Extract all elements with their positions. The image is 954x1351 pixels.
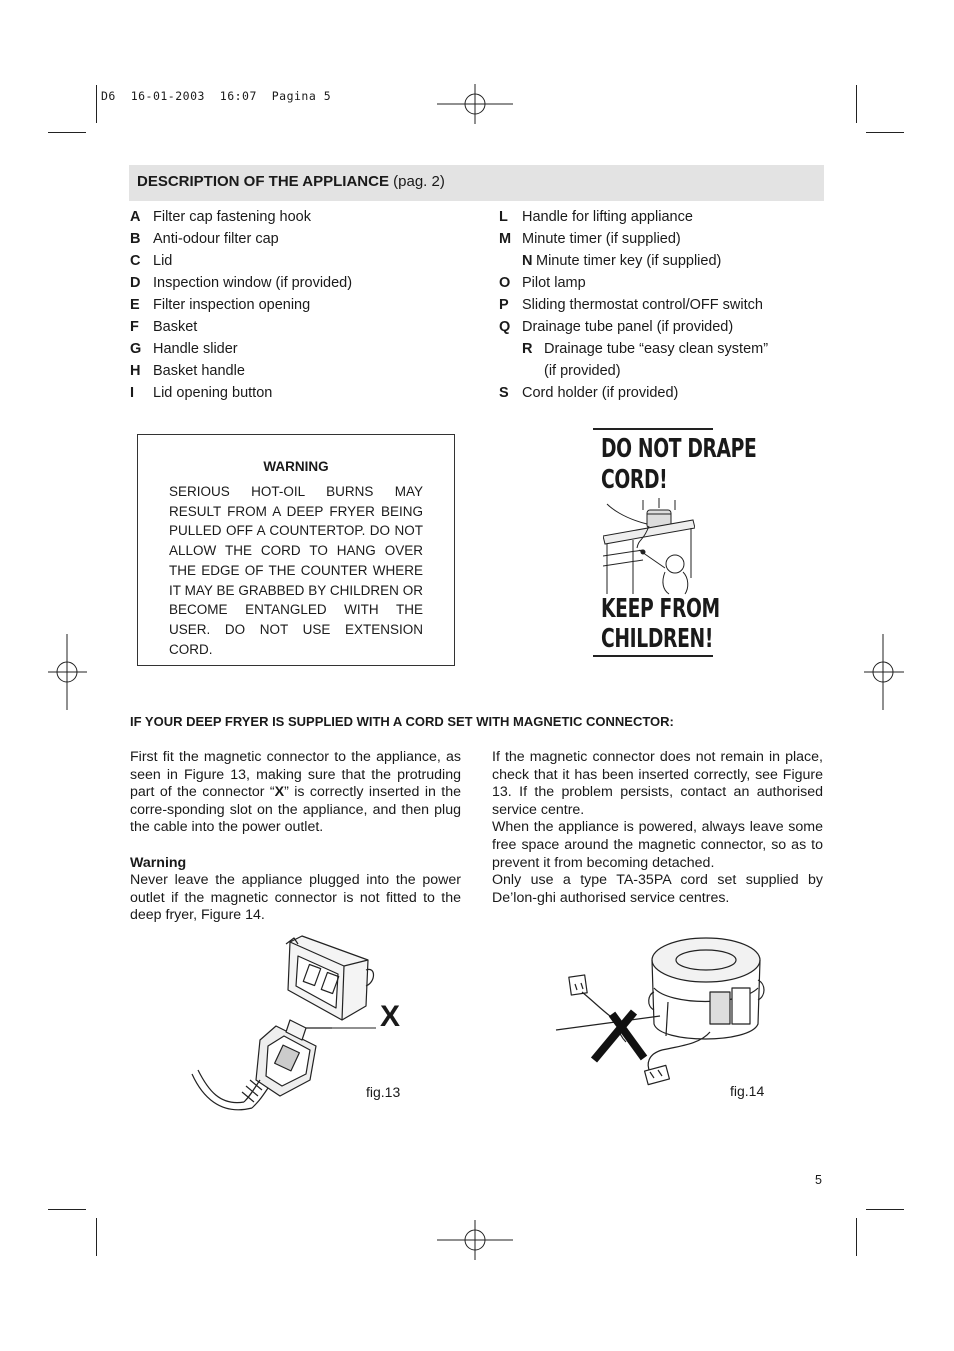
fryer-disconnected-figure xyxy=(550,932,770,1097)
figure-14-caption: fig.14 xyxy=(730,1083,765,1099)
fitting-instructions-paragraph: First fit the magnetic connector to the appliance, as seen in Figure 13, making sure that the protruding part of the connector “X” is correctly inserted in the corre-sponding slot on the appliance, and then plug the cable into the power outlet. xyxy=(130,749,461,836)
magnetic-left-column xyxy=(130,749,461,925)
magnetic-connector-heading: IF YOUR DEEP FRYER IS SUPPLIED WITH A CORD SET WITH MAGNETIC CONNECTOR: xyxy=(130,714,674,729)
part-item: I Lid opening button xyxy=(130,385,273,401)
free-space-paragraph: When the appliance is powered, always leave some free space around the magnetic connector, so as to prevent it from becoming detached. xyxy=(492,819,823,871)
poster-line-4: CHILDREN! xyxy=(601,624,714,654)
part-item: C Lid xyxy=(130,253,173,269)
poster-line-3: KEEP FROM xyxy=(601,594,720,624)
part-item: E Filter inspection opening xyxy=(130,297,311,313)
part-item: G Handle slider xyxy=(130,341,238,357)
part-item: L Handle for lifting appliance xyxy=(499,209,693,225)
cord-warning-poster xyxy=(593,428,757,658)
part-item: M Minute timer (if supplied) xyxy=(499,231,681,247)
magnetic-right-column xyxy=(492,749,823,907)
warning-subheading: Warning xyxy=(130,854,187,871)
page-number: 5 xyxy=(815,1173,822,1187)
connector-x-marker: X xyxy=(380,1000,401,1033)
troubleshooting-paragraph: If the magnetic connector does not remain in place, check that it has been inserted correctly, see Figure 13. If the problem persists, contact an authorised service centre. xyxy=(492,749,823,818)
part-item: R Drainage tube “easy clean system” xyxy=(522,341,769,357)
part-item: A Filter cap fastening hook xyxy=(130,209,311,225)
warning-body: SERIOUS HOT-OIL BURNS MAY RESULT FROM A DEEP FRYER BEING PULLED OFF A COUNTERTOP. DO NOT ALLOW THE CORD TO HANG OVER THE EDGE OF THE COUNTER WHERE IT MAY BE GRABBED BY CHILDREN OR BECOME ENTANGLED WITH THE USER. DO NOT USE EXTENSION CORD. xyxy=(169,484,423,657)
warning-title: WARNING xyxy=(263,459,329,474)
part-item: O Pilot lamp xyxy=(499,275,586,291)
figure-13-caption: fig.13 xyxy=(366,1084,401,1100)
part-item: F Basket xyxy=(130,319,198,335)
parts-list-right xyxy=(499,206,829,404)
child-pulling-cord-illustration xyxy=(603,498,695,596)
part-item: P Sliding thermostat control/OFF switch xyxy=(499,297,763,313)
part-item: Q Drainage tube panel (if provided) xyxy=(499,319,734,335)
section-title: DESCRIPTION OF THE APPLIANCE (pag. 2) xyxy=(137,173,445,190)
part-item: N Minute timer key (if supplied) xyxy=(522,253,722,269)
section-header xyxy=(129,165,824,201)
poster-top-rule xyxy=(593,428,713,430)
warning-paragraph: Never leave the appliance plugged into the power outlet if the magnetic connector is not fitted to the deep fryer, Figure 14. xyxy=(130,872,461,924)
cord-set-paragraph: Only use a type TA-35PA cord set supplied by De’lon-ghi authorised service centres. xyxy=(492,872,823,906)
part-item: S Cord holder (if provided) xyxy=(499,385,679,401)
parts-list-left xyxy=(130,206,470,404)
print-slug: D6 16-01-2003 16:07 Pagina 5 xyxy=(101,89,332,103)
poster-line-2: CORD! xyxy=(601,465,668,495)
poster-bottom-rule xyxy=(593,655,713,657)
part-item: (if provided) xyxy=(544,363,621,379)
part-item: B Anti-odour filter cap xyxy=(130,231,279,247)
part-item: H Basket handle xyxy=(130,363,245,379)
warning-box xyxy=(137,434,455,666)
part-item: D Inspection window (if provided) xyxy=(130,275,353,291)
poster-line-1: DO NOT DRAPE xyxy=(601,434,757,464)
